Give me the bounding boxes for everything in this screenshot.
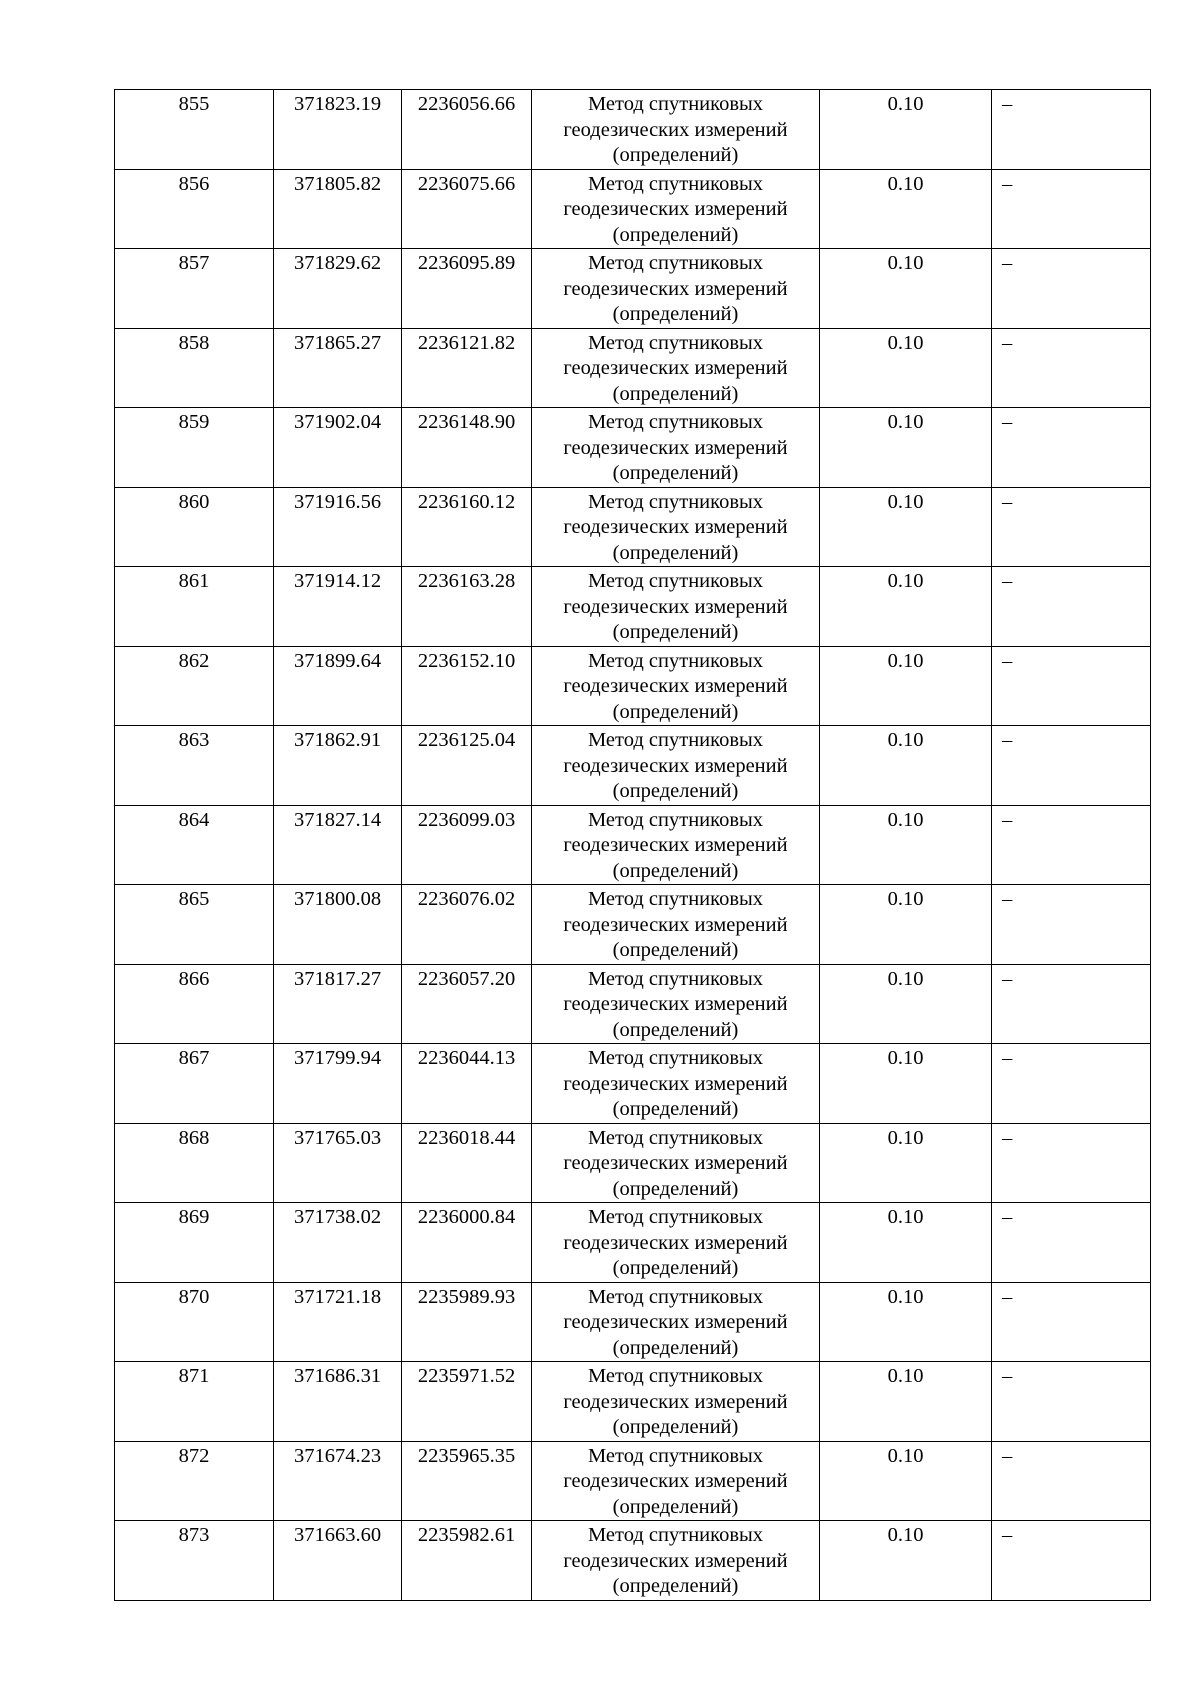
table-row: [115, 885, 1151, 965]
method-cell: Метод спутниковых геодезических измерений (определений): [532, 328, 820, 408]
coordinate-x-cell: 371738.02: [274, 1203, 402, 1283]
note-cell: –: [992, 328, 1151, 408]
method-cell: Метод спутниковых геодезических измерений (определений): [532, 1044, 820, 1124]
note-cell: –: [992, 1123, 1151, 1203]
method-cell: Метод спутниковых геодезических измерений (определений): [532, 726, 820, 806]
point-number-cell: 864: [115, 805, 274, 885]
accuracy-cell: 0.10: [820, 249, 992, 329]
method-cell: Метод спутниковых геодезических измерений (определений): [532, 646, 820, 726]
table-row: [115, 90, 1151, 170]
point-number-cell: 867: [115, 1044, 274, 1124]
note-cell: –: [992, 487, 1151, 567]
coordinate-y-cell: 2236018.44: [402, 1123, 532, 1203]
point-number-cell: 866: [115, 964, 274, 1044]
coordinate-y-cell: 2235989.93: [402, 1282, 532, 1362]
table-row: [115, 487, 1151, 567]
coordinate-y-cell: 2236152.10: [402, 646, 532, 726]
point-number-cell: 871: [115, 1362, 274, 1442]
table-row: [115, 567, 1151, 647]
table-row: [115, 1044, 1151, 1124]
table-row: [115, 1123, 1151, 1203]
accuracy-cell: 0.10: [820, 567, 992, 647]
point-number-cell: 861: [115, 567, 274, 647]
table-row: [115, 1521, 1151, 1601]
accuracy-cell: 0.10: [820, 885, 992, 965]
accuracy-cell: 0.10: [820, 726, 992, 806]
table-row: [115, 1282, 1151, 1362]
method-cell: Метод спутниковых геодезических измерений (определений): [532, 169, 820, 249]
method-cell: Метод спутниковых геодезических измерений (определений): [532, 487, 820, 567]
point-number-cell: 859: [115, 408, 274, 488]
note-cell: –: [992, 805, 1151, 885]
coordinate-x-cell: 371827.14: [274, 805, 402, 885]
note-cell: –: [992, 1282, 1151, 1362]
accuracy-cell: 0.10: [820, 1521, 992, 1601]
accuracy-cell: 0.10: [820, 805, 992, 885]
coordinate-x-cell: 371899.64: [274, 646, 402, 726]
method-cell: Метод спутниковых геодезических измерений (определений): [532, 249, 820, 329]
coordinate-x-cell: 371800.08: [274, 885, 402, 965]
accuracy-cell: 0.10: [820, 1441, 992, 1521]
note-cell: –: [992, 885, 1151, 965]
method-cell: Метод спутниковых геодезических измерений (определений): [532, 805, 820, 885]
coordinate-y-cell: 2236160.12: [402, 487, 532, 567]
method-cell: Метод спутниковых геодезических измерений (определений): [532, 408, 820, 488]
coordinate-x-cell: 371721.18: [274, 1282, 402, 1362]
coordinate-x-cell: 371674.23: [274, 1441, 402, 1521]
note-cell: –: [992, 1044, 1151, 1124]
point-number-cell: 856: [115, 169, 274, 249]
coordinate-x-cell: 371916.56: [274, 487, 402, 567]
note-cell: –: [992, 1521, 1151, 1601]
coordinate-y-cell: 2236056.66: [402, 90, 532, 170]
point-number-cell: 872: [115, 1441, 274, 1521]
accuracy-cell: 0.10: [820, 487, 992, 567]
table-row: [115, 408, 1151, 488]
note-cell: –: [992, 249, 1151, 329]
coordinate-y-cell: 2236163.28: [402, 567, 532, 647]
point-number-cell: 869: [115, 1203, 274, 1283]
point-number-cell: 865: [115, 885, 274, 965]
point-number-cell: 863: [115, 726, 274, 806]
note-cell: –: [992, 1441, 1151, 1521]
coordinate-y-cell: 2236125.04: [402, 726, 532, 806]
coordinates-table: [114, 89, 1151, 1601]
coordinate-y-cell: 2236044.13: [402, 1044, 532, 1124]
accuracy-cell: 0.10: [820, 964, 992, 1044]
method-cell: Метод спутниковых геодезических измерений (определений): [532, 567, 820, 647]
point-number-cell: 862: [115, 646, 274, 726]
coordinate-y-cell: 2235971.52: [402, 1362, 532, 1442]
point-number-cell: 855: [115, 90, 274, 170]
coordinate-y-cell: 2236095.89: [402, 249, 532, 329]
method-cell: Метод спутниковых геодезических измерений (определений): [532, 1282, 820, 1362]
accuracy-cell: 0.10: [820, 1044, 992, 1124]
coordinate-x-cell: 371865.27: [274, 328, 402, 408]
method-cell: Метод спутниковых геодезических измерений (определений): [532, 1123, 820, 1203]
table-row: [115, 249, 1151, 329]
method-cell: Метод спутниковых геодезических измерений (определений): [532, 1521, 820, 1601]
table-row: [115, 726, 1151, 806]
table-row: [115, 1362, 1151, 1442]
accuracy-cell: 0.10: [820, 408, 992, 488]
coordinate-y-cell: 2236121.82: [402, 328, 532, 408]
coordinate-y-cell: 2236099.03: [402, 805, 532, 885]
table-row: [115, 328, 1151, 408]
table-body: [115, 90, 1151, 1601]
note-cell: –: [992, 964, 1151, 1044]
accuracy-cell: 0.10: [820, 1123, 992, 1203]
coordinate-x-cell: 371862.91: [274, 726, 402, 806]
point-number-cell: 858: [115, 328, 274, 408]
coordinate-x-cell: 371799.94: [274, 1044, 402, 1124]
table-row: [115, 964, 1151, 1044]
method-cell: Метод спутниковых геодезических измерений (определений): [532, 1441, 820, 1521]
accuracy-cell: 0.10: [820, 1362, 992, 1442]
accuracy-cell: 0.10: [820, 646, 992, 726]
coordinate-x-cell: 371902.04: [274, 408, 402, 488]
table-row: [115, 1441, 1151, 1521]
coordinate-x-cell: 371829.62: [274, 249, 402, 329]
coordinate-y-cell: 2236000.84: [402, 1203, 532, 1283]
coordinate-x-cell: 371663.60: [274, 1521, 402, 1601]
note-cell: –: [992, 169, 1151, 249]
point-number-cell: 870: [115, 1282, 274, 1362]
table-row: [115, 646, 1151, 726]
method-cell: Метод спутниковых геодезических измерений (определений): [532, 885, 820, 965]
method-cell: Метод спутниковых геодезических измерений (определений): [532, 964, 820, 1044]
accuracy-cell: 0.10: [820, 90, 992, 170]
note-cell: –: [992, 408, 1151, 488]
point-number-cell: 868: [115, 1123, 274, 1203]
note-cell: –: [992, 726, 1151, 806]
coordinates-table-container: [114, 89, 1150, 1601]
coordinate-y-cell: 2236057.20: [402, 964, 532, 1044]
accuracy-cell: 0.10: [820, 169, 992, 249]
coordinate-x-cell: 371686.31: [274, 1362, 402, 1442]
point-number-cell: 873: [115, 1521, 274, 1601]
coordinate-y-cell: 2236076.02: [402, 885, 532, 965]
coordinate-x-cell: 371765.03: [274, 1123, 402, 1203]
table-row: [115, 805, 1151, 885]
note-cell: –: [992, 90, 1151, 170]
note-cell: –: [992, 567, 1151, 647]
point-number-cell: 857: [115, 249, 274, 329]
note-cell: –: [992, 1362, 1151, 1442]
accuracy-cell: 0.10: [820, 328, 992, 408]
coordinate-y-cell: 2236148.90: [402, 408, 532, 488]
method-cell: Метод спутниковых геодезических измерений (определений): [532, 1362, 820, 1442]
point-number-cell: 860: [115, 487, 274, 567]
coordinate-x-cell: 371914.12: [274, 567, 402, 647]
table-row: [115, 1203, 1151, 1283]
method-cell: Метод спутниковых геодезических измерений (определений): [532, 90, 820, 170]
note-cell: –: [992, 1203, 1151, 1283]
coordinate-y-cell: 2235965.35: [402, 1441, 532, 1521]
coordinate-x-cell: 371817.27: [274, 964, 402, 1044]
coordinate-x-cell: 371823.19: [274, 90, 402, 170]
accuracy-cell: 0.10: [820, 1282, 992, 1362]
coordinate-y-cell: 2235982.61: [402, 1521, 532, 1601]
accuracy-cell: 0.10: [820, 1203, 992, 1283]
coordinate-y-cell: 2236075.66: [402, 169, 532, 249]
coordinate-x-cell: 371805.82: [274, 169, 402, 249]
table-row: [115, 169, 1151, 249]
method-cell: Метод спутниковых геодезических измерений (определений): [532, 1203, 820, 1283]
note-cell: –: [992, 646, 1151, 726]
